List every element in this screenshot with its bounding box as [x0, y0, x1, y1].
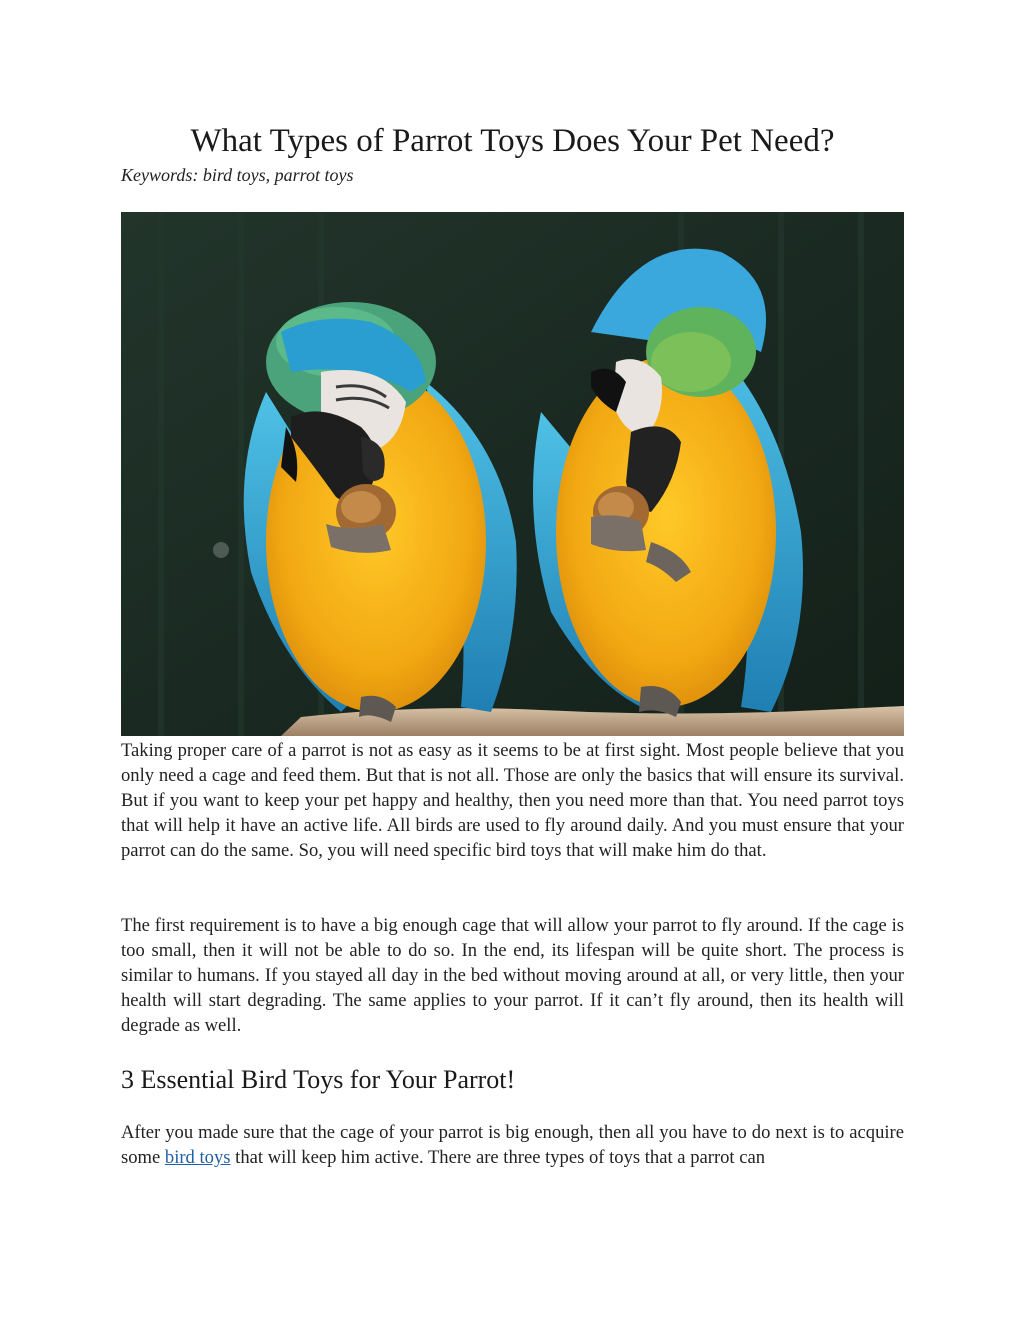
- bird-toys-link[interactable]: bird toys: [164, 1147, 231, 1168]
- paragraph-toys-start: After you made sure that the cage of your parrot is big enough, then all you have to do next is to acquire some: [121, 1122, 904, 1168]
- page-title: What Types of Parrot Toys Does Your Pet Need?: [190, 123, 835, 159]
- section-heading: 3 Essential Bird Toys for Your Parrot!: [121, 1065, 516, 1094]
- keywords-line: Keywords: bird toys, parrot toys: [121, 165, 354, 185]
- paragraph-intro: Taking proper care of a parrot is not as easy as it seems to be at first sight. Most people believe that you only need a cage and feed them. But that is not all. Those are only the basics that will ensure its survival. But if you want to keep your pet happy and healthy, then you need more than that. You need parrot toys that will help it have an active life. All birds are used to fly around daily. And you must ensure that your parrot can do the same. So, you will need specific bird toys that will make him do that.: [121, 740, 904, 861]
- paragraph-toys-end: that will keep him active. There are three types of toys that a parrot can: [230, 1147, 766, 1168]
- paragraph-toys: [121, 1120, 904, 1170]
- parrot-photo: [121, 212, 904, 736]
- paragraph-cage: The first requirement is to have a big enough cage that will allow your parrot to fly around. If the cage is too small, then it will not be able to do so. In the end, its lifespan will be quite short. The process is similar to humans. If you stayed all day in the bed without moving around at all, or very little, then your health will start degrading. The same applies to your parrot. If it can’t fly around, then its health will degrade as well.: [121, 915, 904, 1036]
